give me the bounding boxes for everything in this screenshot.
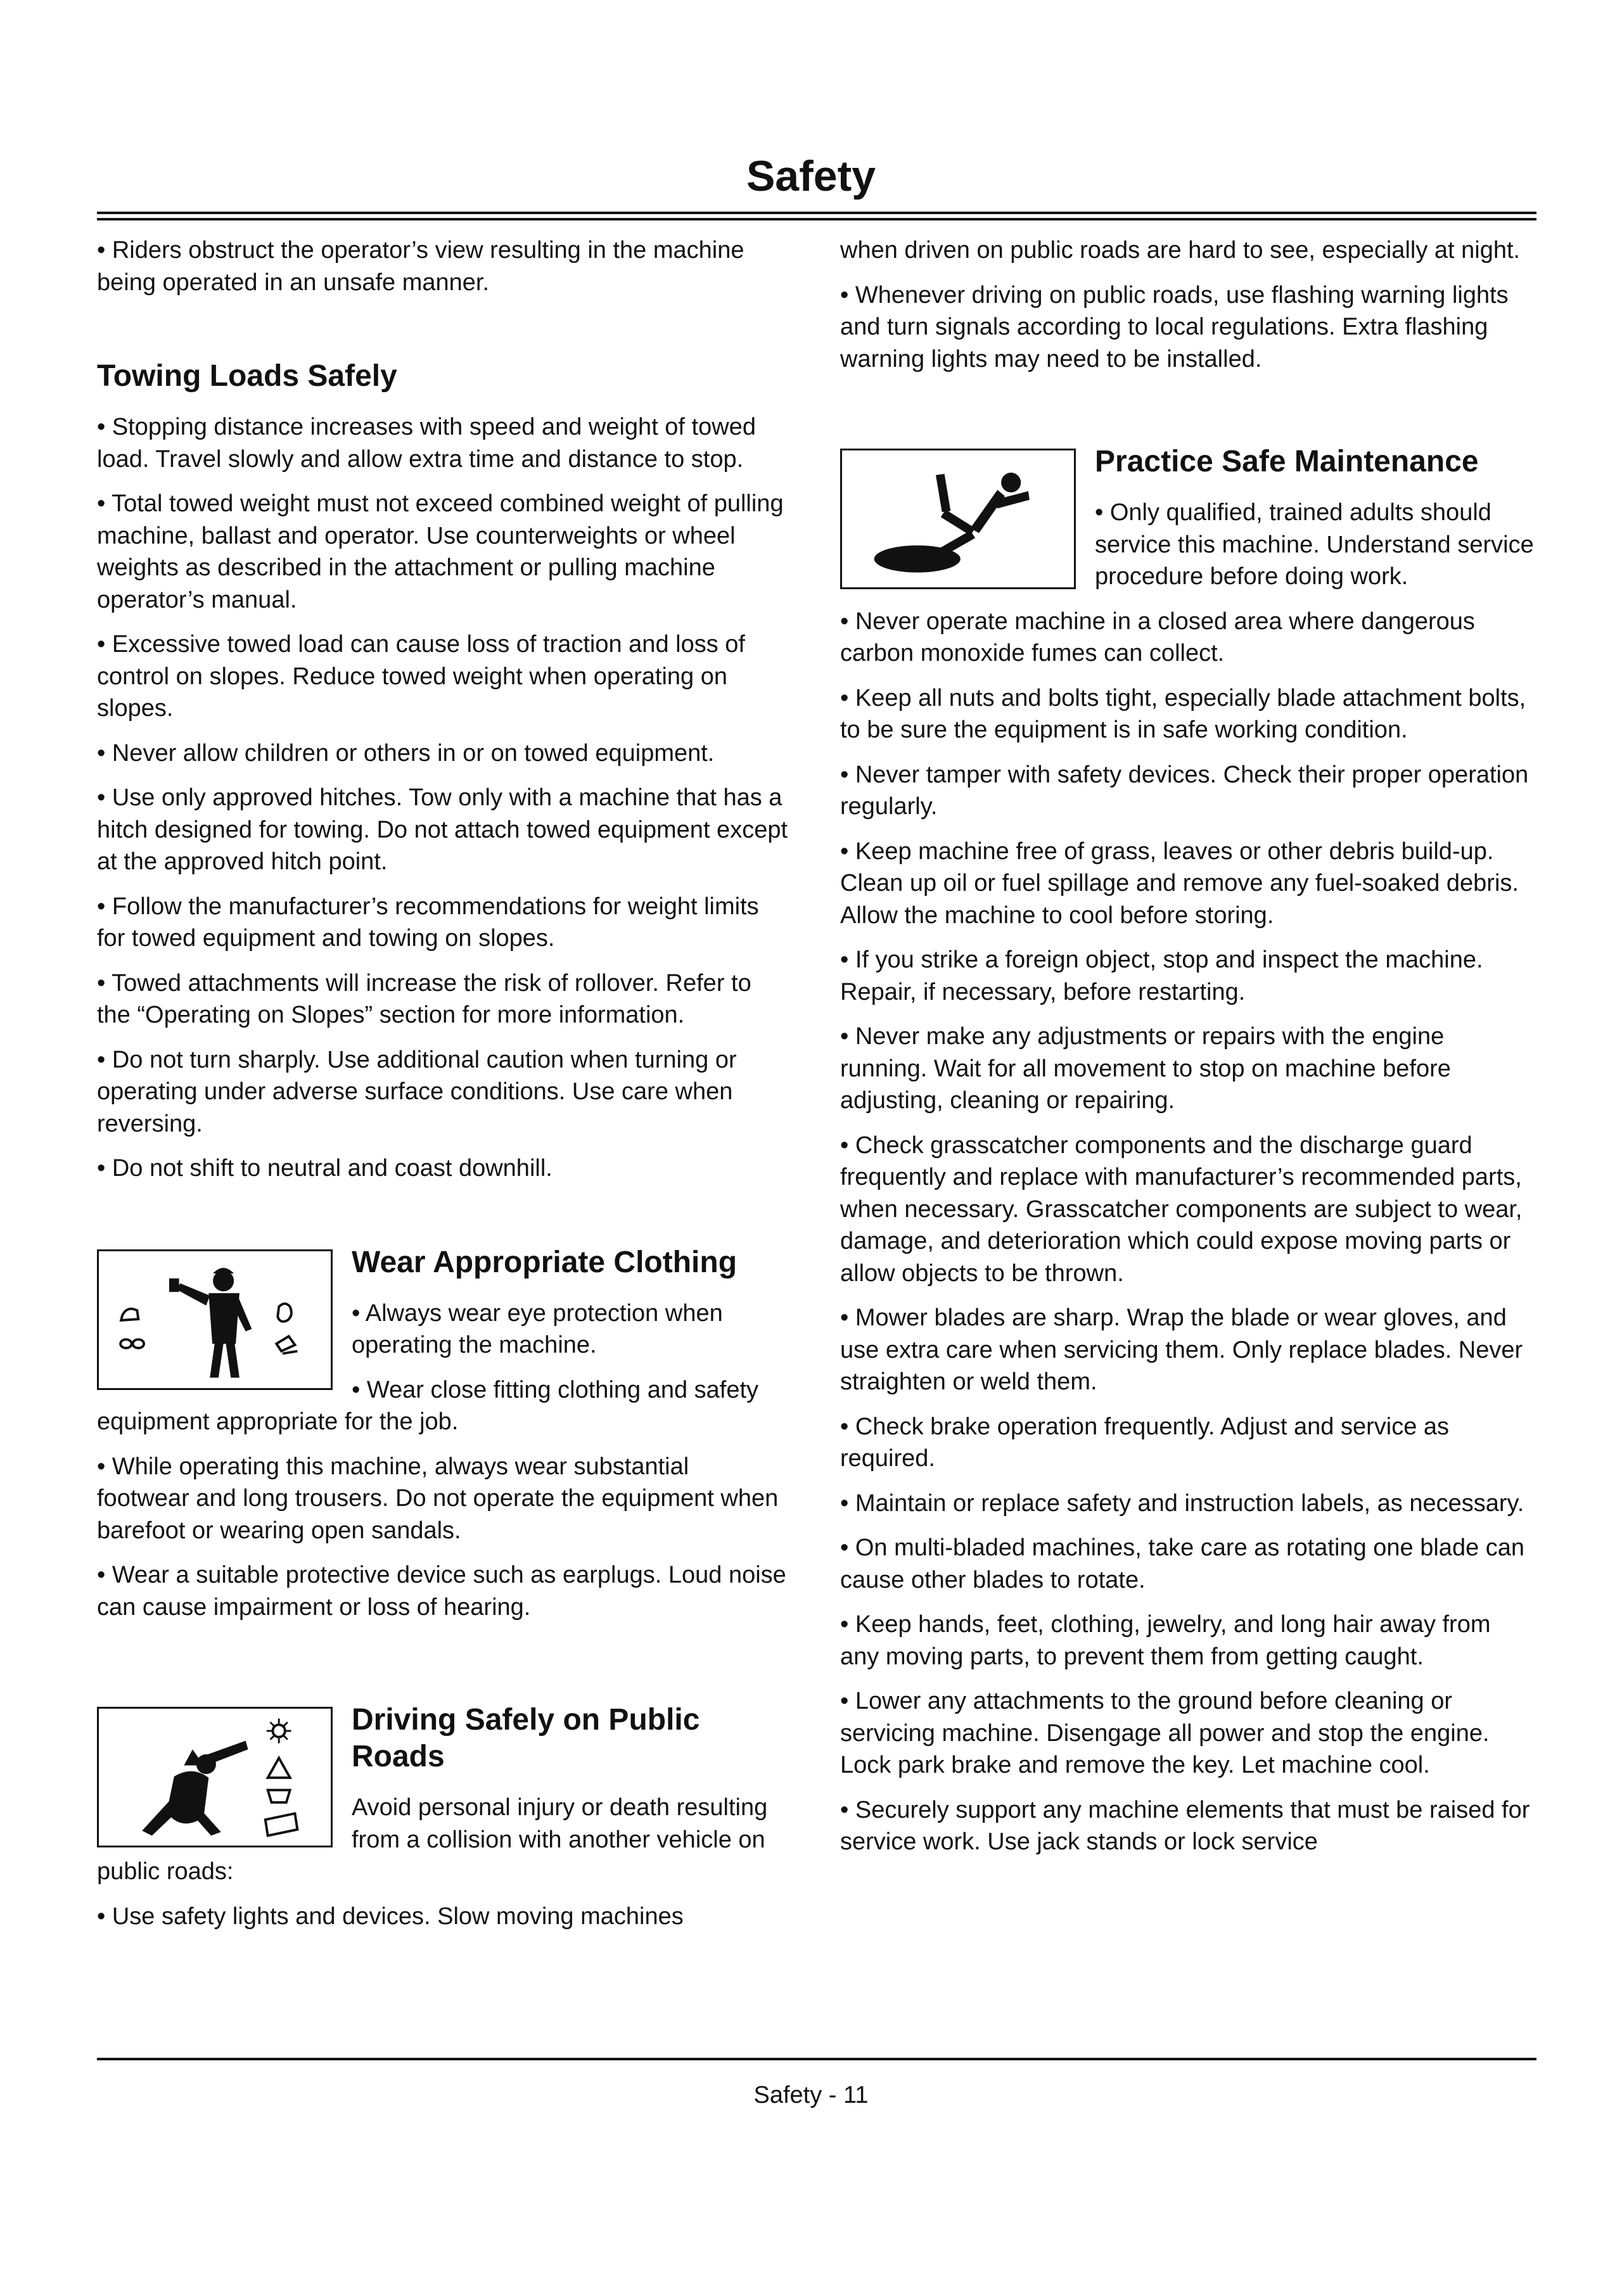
paragraph: • Excessive towed load can cause loss of traction and loss of control on slopes. Reduce towed weight when operating on slopes.	[97, 631, 745, 722]
paragraph: • Never tamper with safety devices. Check their proper operation regularly.	[840, 761, 1529, 820]
page-number: Safety - 11	[753, 2082, 869, 2108]
paragraph: • Securely support any machine elements that must be raised for service work. Use jack stands or lock service	[840, 1796, 1530, 1855]
paragraph: • Keep hands, feet, clothing, jewelry, and long hair away from any moving parts, to prevent them from getting caught.	[840, 1611, 1491, 1670]
paragraph: • Maintain or replace safety and instruction labels, as necessary.	[840, 1489, 1524, 1517]
paragraph: • Use only approved hitches. Tow only with a machine that has a hitch designed for towing. Do not attach towed equipment except at the approved hitch point.	[97, 784, 788, 875]
section-title-towing: Towing Loads Safely	[97, 359, 397, 393]
protective-clothing-pictogram-icon	[97, 1249, 333, 1390]
paragraph: • Riders obstruct the operator’s view resulting in the machine being operated in an unsafe manner.	[97, 237, 744, 296]
paragraph: • While operating this machine, always wear substantial footwear and long trousers. Do not operate the equipment when barefoot or wearing open sandals.	[97, 1453, 779, 1544]
paragraph: • Only qualified, trained adults should service this machine. Understand service procedure before doing work.	[1095, 499, 1534, 590]
paragraph: • Lower any attachments to the ground before cleaning or servicing machine. Disengage all power and stop the engine. Lock park brake and remove the key. Let machine cool.	[840, 1688, 1490, 1778]
paragraph: • Follow the manufacturer’s recommendations for weight limits for towed equipment and towing on slopes.	[97, 893, 759, 952]
section-title-clothing: Wear Appropriate Clothing	[352, 1245, 738, 1279]
paragraph: • Total towed weight must not exceed combined weight of pulling machine, ballast and operator. Use counterweights or wheel weights as described in the attachment or pulling machine operator’s manual.	[97, 490, 784, 613]
paragraph: • Wear a suitable protective device such as earplugs. Loud noise can cause impairment or loss of hearing.	[97, 1562, 786, 1621]
footer-rule	[97, 2058, 1536, 2060]
paragraph: • Keep machine free of grass, leaves or other debris build-up. Clean up oil or fuel spillage and remove any fuel-soaked debris. Allow the machine to cool before storing.	[840, 838, 1519, 929]
section-title-maintenance: Practice Safe Maintenance	[1095, 445, 1479, 478]
paragraph: • Do not shift to neutral and coast downhill.	[97, 1155, 552, 1182]
paragraph: • Keep all nuts and bolts tight, especially blade attachment bolts, to be sure the equipment is in safe working condition.	[840, 684, 1526, 743]
paragraph: • Use safety lights and devices. Slow moving machines	[97, 1903, 684, 1930]
paragraph: • Whenever driving on public roads, use flashing warning lights and turn signals according to local regulations. Extra flashing warning lights may need to be installed.	[840, 281, 1509, 373]
section-clothing	[97, 1244, 788, 1636]
paragraph: • Stopping distance increases with speed and weight of towed load. Travel slowly and allow extra time and distance to stop.	[97, 414, 756, 473]
header-rule	[97, 212, 1536, 220]
paragraph: • If you strike a foreign object, stop and inspect the machine. Repair, if necessary, before restarting.	[840, 947, 1483, 1005]
paragraph: • Check brake operation frequently. Adjust and service as required.	[840, 1413, 1450, 1472]
paragraph: • Never allow children or others in or on towed equipment.	[97, 739, 715, 767]
page-title: Safety	[746, 152, 876, 200]
paragraph: • Always wear eye protection when operating the machine.	[352, 1299, 723, 1358]
right-column	[840, 234, 1536, 1871]
slip-on-spill-pictogram-icon	[840, 449, 1076, 589]
paragraph: • Never make any adjustments or repairs with the engine running. Wait for all movement to stop on machine before adjusting, cleaning or repairing.	[840, 1023, 1451, 1114]
section-maintenance	[840, 443, 1536, 1871]
paragraph: when driven on public roads are hard to see, especially at night.	[840, 237, 1521, 264]
paragraph: • Wear close fitting clothing and safety equipment appropriate for the job.	[97, 1376, 759, 1435]
paragraph: Avoid personal injury or death resulting from a collision with another vehicle on public roads:	[97, 1794, 768, 1885]
section-title-roads: Driving Safely on Public Roads	[352, 1703, 700, 1773]
paragraph: • Towed attachments will increase the risk of rollover. Refer to the “Operating on Slopes” section for more information.	[97, 969, 751, 1028]
paragraph: • Do not turn sharply. Use additional caution when turning or operating under adverse surface conditions. Use care when reversing.	[97, 1046, 737, 1137]
paragraph: • Check grasscatcher components and the discharge guard frequently and replace with manufacturer’s recommended parts, when necessary. Grasscatcher components are subject to wear, damage, and deterioration which could expose moving parts or allow objects to be thrown.	[840, 1132, 1523, 1287]
road-collision-pictogram-icon	[97, 1707, 333, 1847]
left-column	[97, 234, 788, 1945]
section-roads	[97, 1702, 788, 1945]
paragraph: • Never operate machine in a closed area where dangerous carbon monoxide fumes can collect.	[840, 608, 1475, 666]
paragraph: • Mower blades are sharp. Wrap the blade or wear gloves, and use extra care when servicing them. Only replace blades. Never straighten or weld them.	[840, 1304, 1523, 1395]
section-towing	[97, 358, 788, 1185]
paragraph: • On multi-bladed machines, take care as rotating one blade can cause other blades to rotate.	[840, 1534, 1525, 1593]
